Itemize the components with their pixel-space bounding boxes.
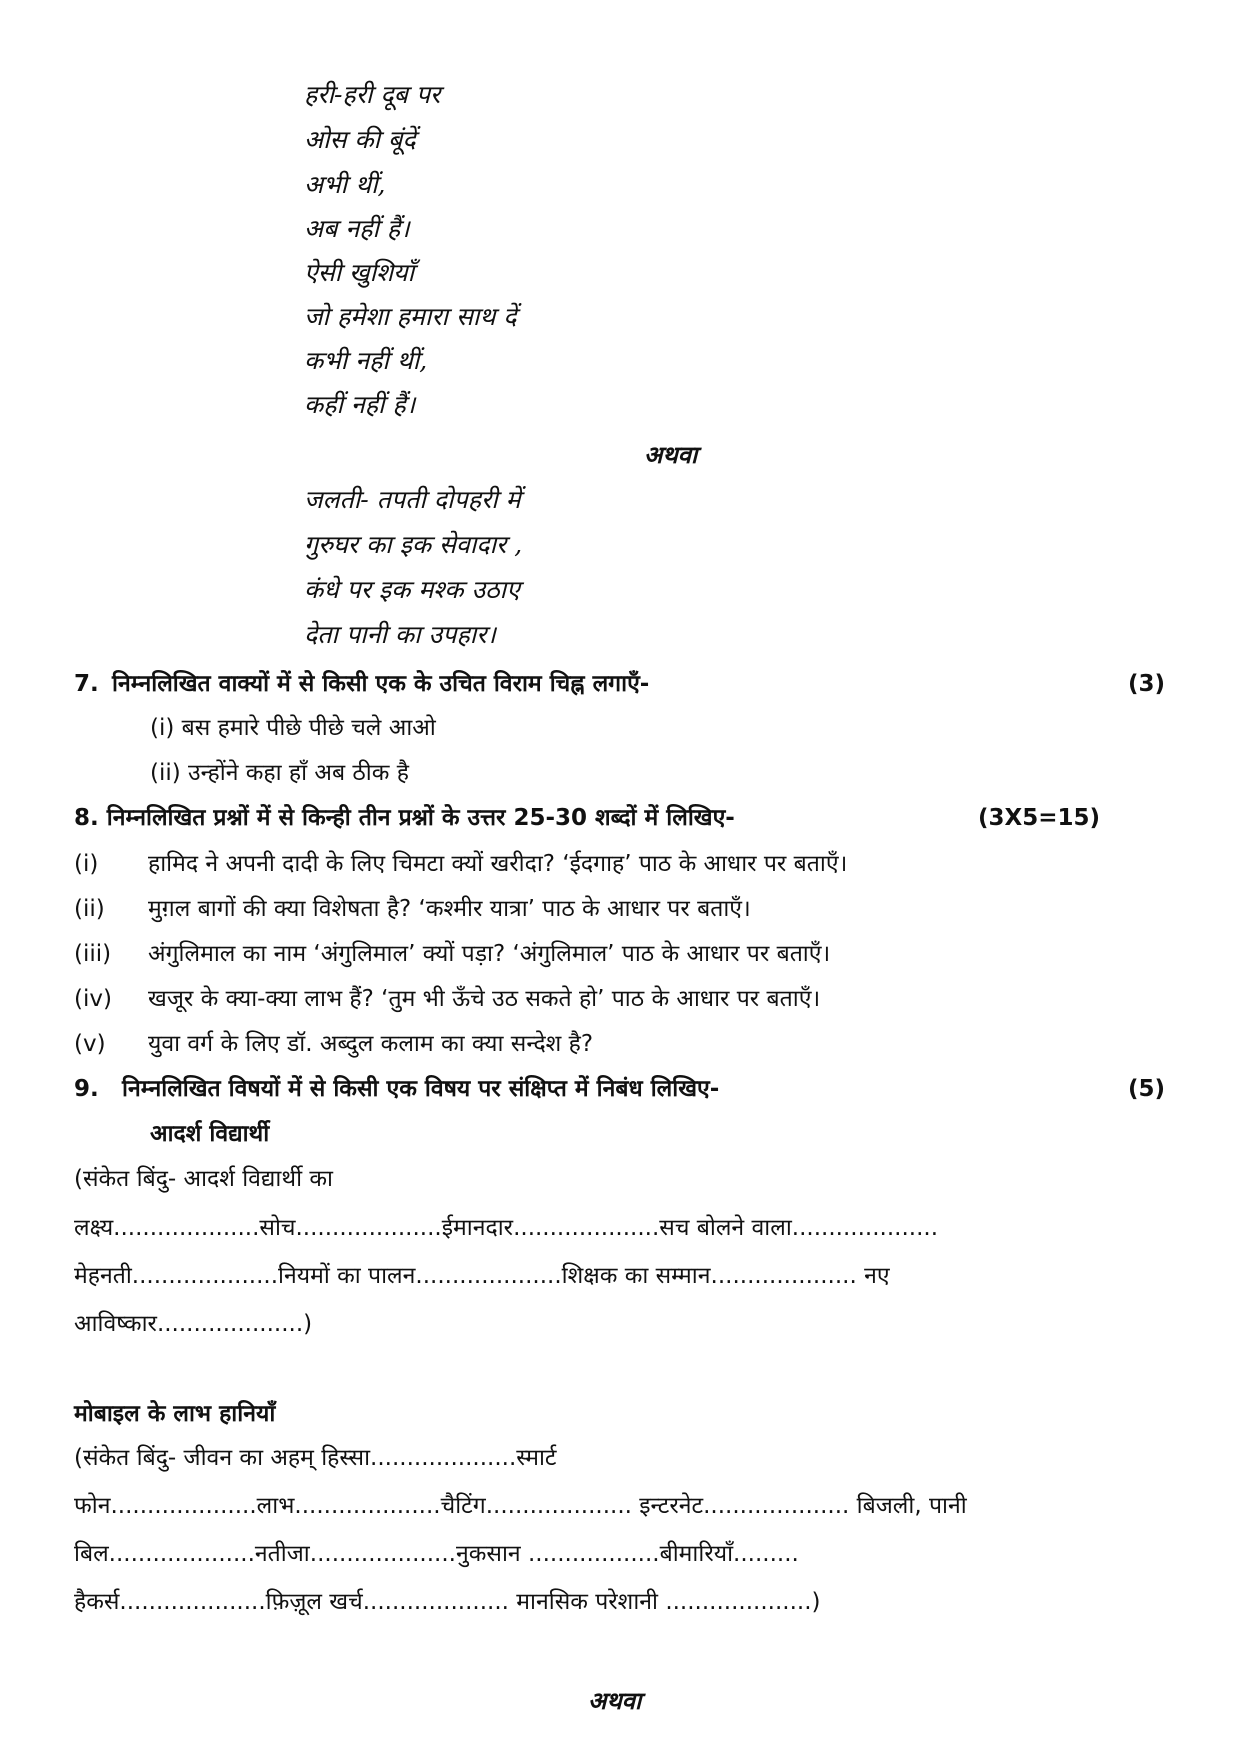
sub-question-text: हामिद ने अपनी दादी के लिए चिमटा क्यों खरीदा? ‘ईदगाह’ पाठ के आधार पर बताएँ। xyxy=(148,851,848,877)
hint-line: लक्ष्य....................सोच....................ईमानदार....................सच बोलने वाला.................... xyxy=(74,1215,939,1241)
sub-question-text: युवा वर्ग के लिए डॉ. अब्दुल कलाम का क्या सन्देश है? xyxy=(148,1031,594,1057)
hint-line: बिल....................नतीजा....................नुकसान ..................बीमारियाँ......... xyxy=(74,1541,799,1567)
question-text: 8. निम्नलिखित प्रश्नों में से किन्ही तीन प्रश्नों के उत्तर 25-30 शब्दों में लिखिए- xyxy=(74,805,735,831)
hint-line: हैकर्स....................फ़िज़ूल खर्च.................... मानसिक परेशानी ....................) xyxy=(74,1589,821,1615)
athava-label: अथवा xyxy=(588,1686,642,1715)
poem-line: जो हमेशा हमारा साथ दें xyxy=(304,302,517,331)
hint-line: फोन....................लाभ....................चैटिंग.................... इन्टरनेट.................... बिजली, पानी xyxy=(74,1493,967,1519)
question-number: 9. xyxy=(74,1076,99,1102)
sub-question-text: अंगुलिमाल का नाम ‘अंगुलिमाल’ क्यों पड़ा? ‘अंगुलिमाल’ पाठ के आधार पर बताएँ। xyxy=(148,941,831,967)
sub-question-number: (iv) xyxy=(74,986,112,1012)
sentence-option: (ii) उन्होंने कहा हाँ अब ठीक है xyxy=(150,760,409,786)
athava-label: अथवा xyxy=(644,440,698,469)
question-marks: (3) xyxy=(1128,671,1166,697)
hint-line: (संकेत बिंदु- आदर्श विद्यार्थी का xyxy=(74,1166,333,1192)
question-number: 7. xyxy=(74,671,99,697)
question-text: निम्नलिखित विषयों में से किसी एक विषय पर संक्षिप्त में निबंध लिखिए- xyxy=(122,1076,720,1102)
poem-line: अब नहीं हैं। xyxy=(304,214,410,243)
essay-topic-title: आदर्श विद्यार्थी xyxy=(150,1121,270,1147)
poem-line: कभी नहीं थीं, xyxy=(304,346,428,375)
sub-question-text: मुग़ल बागों की क्या विशेषता है? ‘कश्मीर यात्रा’ पाठ के आधार पर बताएँ। xyxy=(148,896,751,922)
question-marks: (5) xyxy=(1128,1076,1166,1102)
poem-line: हरी-हरी दूब पर xyxy=(304,80,441,109)
poem-line: गुरुघर का इक सेवादार , xyxy=(304,530,523,559)
sentence-option: (i) बस हमारे पीछे पीछे चले आओ xyxy=(150,715,436,741)
poem-line: कहीं नहीं हैं। xyxy=(304,390,416,419)
sub-question-number: (v) xyxy=(74,1031,106,1057)
question-marks: (3X5=15) xyxy=(978,805,1101,831)
sub-question-number: (i) xyxy=(74,851,99,877)
poem-line: जलती- तपती दोपहरी में xyxy=(304,485,521,514)
sub-question-number: (iii) xyxy=(74,941,112,967)
poem-line: देता पानी का उपहार। xyxy=(304,620,496,649)
question-text: निम्नलिखित वाक्यों में से किसी एक के उचित विराम चिह्न लगाएँ- xyxy=(112,671,650,697)
hint-line: आविष्कार....................) xyxy=(74,1311,313,1337)
poem-line: ओस की बूंदें xyxy=(304,125,416,154)
hint-line: (संकेत बिंदु- जीवन का अहम् हिस्सा....................स्मार्ट xyxy=(74,1445,557,1471)
poem-line: कंधे पर इक मश्क उठाए xyxy=(304,575,520,604)
sub-question-text: खजूर के क्या-क्या लाभ हैं? ‘तुम भी ऊँचे उठ सकते हो’ पाठ के आधार पर बताएँ। xyxy=(148,986,821,1012)
poem-line: अभी थीं, xyxy=(304,170,386,199)
sub-question-number: (ii) xyxy=(74,896,105,922)
hint-line: मेहनती....................नियमों का पालन....................शिक्षक का सम्मान.................... नए xyxy=(74,1263,890,1289)
essay-topic-title: मोबाइल के लाभ हानियाँ xyxy=(74,1401,276,1427)
poem-line: ऐसी खुशियाँ xyxy=(304,258,415,287)
